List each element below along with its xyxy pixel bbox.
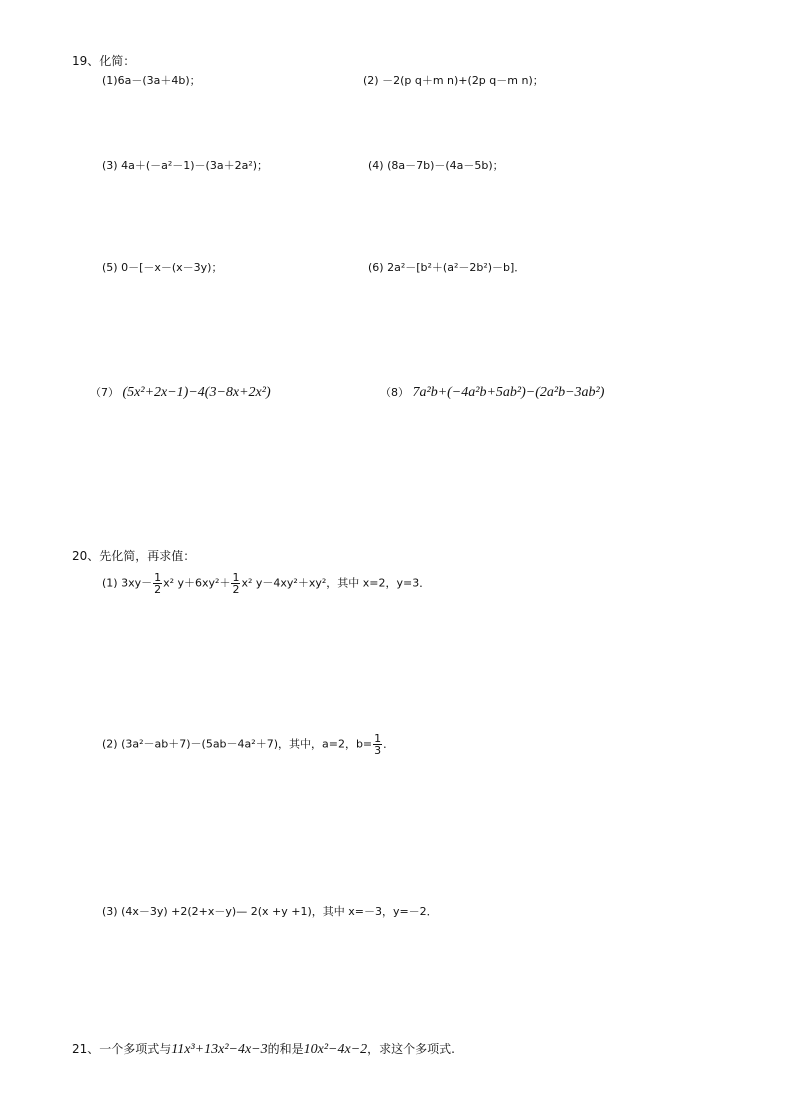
q19-item-6: (6) 2a²－[b²＋(a²－2b²)－b]． (368, 261, 526, 274)
fraction-numerator: 1 (374, 732, 382, 745)
q21-part-a: 21、一个多项式与 (72, 1042, 172, 1056)
q19-item-8-label: （8） (380, 386, 409, 399)
q21-part-c: ，求这个多项式. (367, 1042, 455, 1056)
fraction-numerator: 1 (154, 571, 162, 584)
q19-item-2: (2) －2(p q＋m n)+(2p q－m n)； (363, 74, 544, 87)
q21-part-b: 的和是 (267, 1042, 304, 1056)
q21-expression-2: 10x²−4x−2 (303, 1042, 368, 1057)
q20-item-1-part-a: (1) 3xy－ (102, 576, 153, 590)
q20-item-1 (102, 572, 430, 595)
q19-item-7-label: （7） (90, 386, 119, 399)
q19-item-8-expression: 7a²b+(−4a²b+5ab²)−(2a²b−3ab²) (412, 385, 605, 400)
q20-item-1-part-b: x² y＋6xy²＋ (163, 576, 231, 590)
fraction-denominator: 2 (232, 583, 240, 596)
fraction-numerator: 1 (232, 571, 240, 584)
q20-heading: 20、先化简，再求值： (72, 549, 196, 563)
q21-expression-1: 11x³+13x²−4x−3 (171, 1042, 268, 1057)
q20-item-3: (3) (4x－3y) +2(2+x－y)— 2(x +y +1)，其中 x=－3，y=－2． (102, 905, 438, 918)
fraction-third (373, 733, 382, 756)
q20-item-1-part-c: x² y－4xy²＋xy²，其中 x=2，y=3． (241, 576, 431, 590)
q20-item-2-part-b: ． (383, 737, 395, 751)
q19-item-7-expression: (5x²+2x−1)−4(3−8x+2x²) (122, 385, 271, 400)
fraction-half-1 (153, 572, 162, 595)
q19-item-7 (90, 386, 271, 400)
q19-item-8 (380, 386, 604, 400)
q20-item-2 (102, 733, 394, 756)
q19-item-1: (1)6a－(3a＋4b)； (102, 74, 201, 87)
fraction-denominator: 3 (374, 744, 382, 757)
fraction-denominator: 2 (154, 583, 162, 596)
fraction-half-2 (231, 572, 240, 595)
q19-item-5: (5) 0－[－x－(x－3y)； (102, 261, 223, 274)
q21-question (72, 1043, 455, 1057)
q19-heading: 19、化简： (72, 54, 136, 68)
q20-item-2-part-a: (2) (3a²－ab＋7)－(5ab－4a²＋7)，其中，a=2，b= (102, 737, 373, 751)
q19-item-4: (4) (8a－7b)－(4a－5b)； (368, 159, 504, 172)
q19-item-3: (3) 4a＋(－a²－1)－(3a＋2a²)； (102, 159, 269, 172)
